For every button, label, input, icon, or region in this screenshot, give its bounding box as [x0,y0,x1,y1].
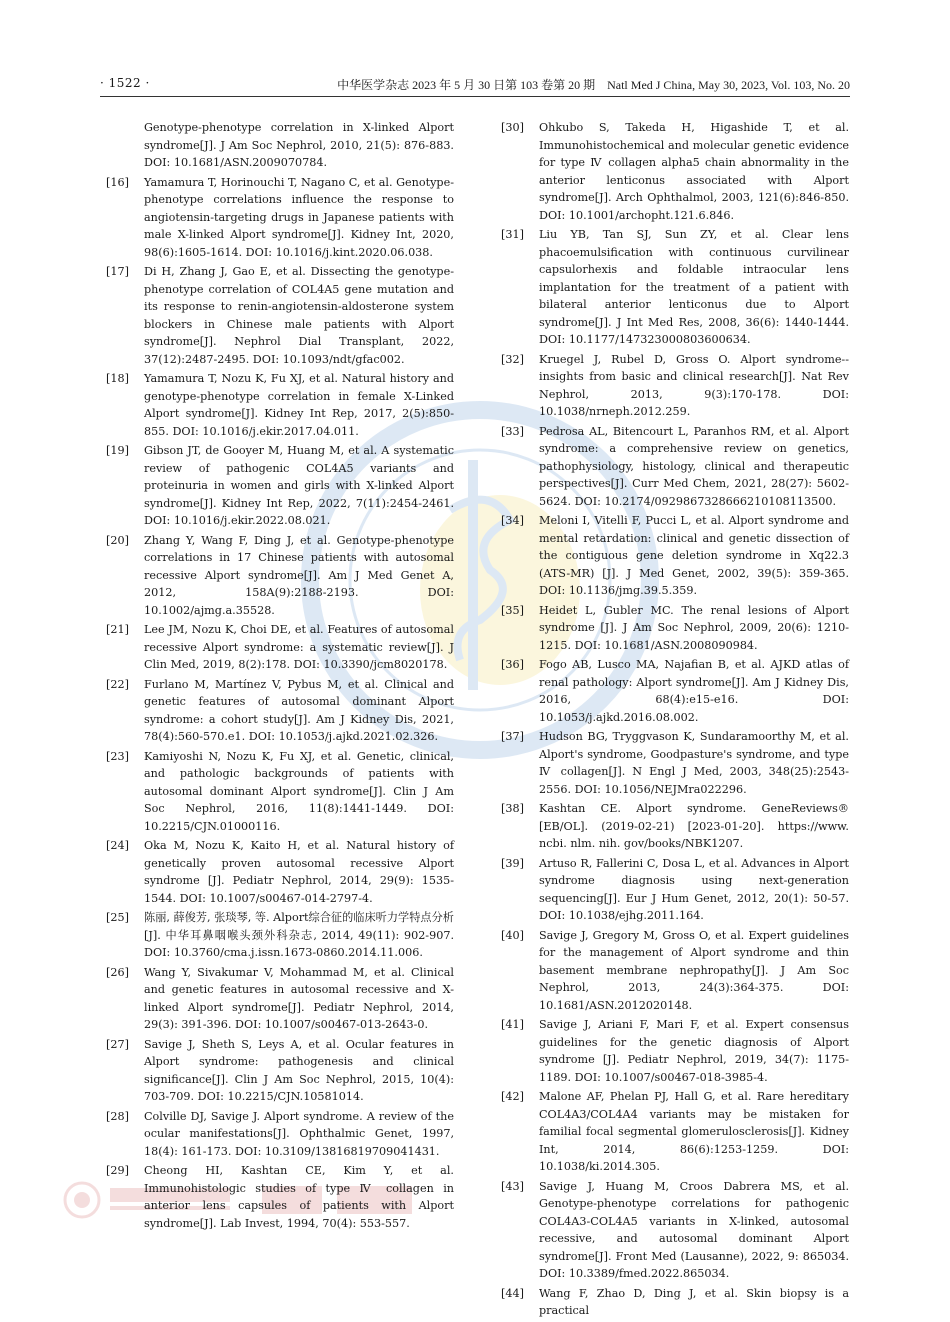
reference-entry [102,1162,454,1232]
reference-number: [32] [501,352,524,366]
reference-entry [497,423,849,511]
reference-number: [27] [106,1037,129,1051]
reference-entry [102,119,454,172]
reference-number: [42] [501,1090,524,1103]
reference-number: [19] [106,444,129,457]
reference-entry [497,927,849,1015]
reference-text: Ohkubo S, Takeda H, Higashide T, et al. Immunohistochemical and molecular genetic evidence for type Ⅳ collagen alpha5 chain abnormality in the anterior lenticonus associated with Alport syndrome[J]. Arch Ophthalmol, 2003, 121(6):846-850. DOI: 10.1001/archopht.121.6.846. [539,121,849,222]
reference-text: Yamamura T, Nozu K, Fu XJ, et al. Natural history and genotype-phenotype correlation in female X-Linked Alport syndrome[J]. Kidney Int Rep, 2017, 2(5):850-855. DOI: 10.1016/j.ekir.2017.04.011. [144,372,454,438]
reference-text: Colville DJ, Savige J. Alport syndrome. A review of the ocular manifestations[J]. Ophthalmic Genet, 1997, 18(4): 161-173. DOI: 10.3109/13816819709041431. [144,1109,454,1158]
reference-entry [102,837,454,907]
journal-citation-header: 中华医学杂志 2023 年 5 月 30 日第 103 卷第 20 期 Natl Med J China, May 30, 2023, Vol. 103, No. 20 [337,78,850,92]
reference-entry [102,676,454,746]
reference-entry [102,621,454,674]
reference-number: [16] [106,175,129,189]
reference-number: [30] [501,121,524,134]
reference-number: [33] [501,424,524,438]
reference-entry [497,800,849,853]
reference-number: [29] [106,1164,129,1177]
running-header [100,76,850,97]
reference-entry [497,226,849,349]
reference-number: [20] [106,533,129,547]
reference-text: Zhang Y, Wang F, Ding J, et al. Genotype-phenotype correlations in 17 Chinese patients with autosomal recessive Alport syndrome[J]. Am J Med Genet A, 2012, 158A(9):2188-2193. DOI: 10.1002/ajmg.a.35528. [144,533,454,617]
reference-text: Lee JM, Nozu K, Choi DE, et al. Features of autosomal recessive Alport syndrome: a systematic review[J]. J Clin Med, 2019, 8(2):178. DOI: 10.3390/jcm8020178. [144,623,454,671]
reference-number: [35] [501,603,524,617]
reference-entry [102,532,454,620]
reference-text: Kruegel J, Rubel D, Gross O. Alport syndrome--insights from basic and clinical research[J]. Nat Rev Nephrol, 2013, 9(3):170-178. DOI: 10.1038/nrneph.2012.259. [539,352,849,418]
reference-text: Heidet L, Gubler MC. The renal lesions of Alport syndrome [J]. J Am Soc Nephrol, 2009, 20(6): 1210-1215. DOI: 10.1681/ASN.2008090984. [539,603,849,652]
reference-text: Malone AF, Phelan PJ, Hall G, et al. Rare hereditary COL4A3/COL4A4 variants may be mistaken for familial focal segmental glomerulosclerosis[J]. Kidney Int, 2014, 86(6):1253-1259. DOI: 10.1038/ki.2014.305. [539,1090,849,1173]
reference-number: [23] [106,749,129,763]
reference-text: Liu YB, Tan SJ, Sun ZY, et al. Clear lens phacoemulsification with continuous curvilinear capsulorhexis and foldable intraocular lens implantation for the treatment of a patient with bilateral anterior lenticonus due to Alport syndrome[J]. J Int Med Res, 2008, 36(6): 1440-1444. DOI: 10.1177/147323000803600634. [539,228,849,346]
reference-text: Kashtan CE. Alport syndrome. GeneReviews® [EB/OL]. (2019-02-21) [2023-01-20]. https://www. ncbi. nlm. nih. gov/books/NBK1207. [539,802,849,850]
reference-text: Fogo AB, Lusco MA, Najafian B, et al. AJKD atlas of renal pathology: Alport syndrome[J]. Am J Kidney Dis, 2016, 68(4):e15-e16. DOI: 10.1053/j.ajkd.2016.08.002. [539,658,849,724]
reference-entry [497,656,849,726]
reference-entry [497,119,849,224]
reference-entry [102,964,454,1034]
reference-number: [31] [501,228,524,241]
reference-number: [38] [501,802,524,815]
reference-text: Furlano M, Martínez V, Pybus M, et al. Clinical and genetic features of autosomal dominant Alport syndrome: a cohort study[J]. Am J Kidney Dis, 2021, 78(4):560-570.e1. DOI: 10.1053/j.ajkd.2021.02.326. [144,677,454,743]
reference-number: [25] [106,911,129,924]
reference-entry [102,748,454,836]
reference-entry [497,351,849,421]
reference-entry [497,855,849,925]
reference-number: [17] [106,265,129,278]
reference-text: Savige J, Gregory M, Gross O, et al. Expert guidelines for the management of Alport syndrome and thin basement membrane nephropathy[J]. J Am Soc Nephrol, 2013, 24(3):364-375. DOI: 10.1681/ASN.2012020148. [539,928,849,1012]
reference-number: [34] [501,514,524,527]
reference-entry [102,263,454,368]
reference-number: [39] [501,856,524,870]
reference-text: Savige J, Huang M, Croos Dabrera MS, et al. Genotype-phenotype correlations for pathogenic COL4A3-COL4A5 variants in X-linked, autosomal recessive, and autosomal dominant Alport syndrome[J]. Front Med (Lausanne), 2022, 9: 865034. DOI: 10.3389/fmed.2022.865034. [539,1179,849,1280]
reference-entry [102,174,454,262]
reference-text: Oka M, Nozu K, Kaito H, et al. Natural history of genetically proven autosomal recessive Alport syndrome [J]. Pediatr Nephrol, 2014, 29(9): 1535-1544. DOI: 10.1007/s00467-014-2797-4. [144,839,454,905]
reference-text: Kamiyoshi N, Nozu K, Fu XJ, et al. Genetic, clinical, and pathologic backgrounds of patients with autosomal dominant Alport syndrome[J]. Clin J Am Soc Nephrol, 2016, 11(8):1441-1449. DOI: 10.2215/CJN.01000116. [144,749,454,833]
references-column-left [102,119,454,1234]
reference-number: [44] [501,1286,524,1300]
reference-number: [36] [501,658,524,671]
reference-number: [21] [106,623,129,636]
reference-entry [102,442,454,530]
reference-entry [102,1108,454,1161]
reference-number: [28] [106,1109,129,1123]
references-column-right [497,119,849,1322]
reference-entry [497,1088,849,1176]
reference-text: Wang Y, Sivakumar V, Mohammad M, et al. Clinical and genetic features in autosomal recessive and X-linked Alport syndrome[J]. Pediatr Nephrol, 2014, 29(3): 391-396. DOI: 10.1007/s00467-013-2643-0. [144,965,454,1031]
reference-number: [41] [501,1018,524,1031]
reference-entry [102,370,454,440]
reference-entry [497,512,849,600]
reference-text: Savige J, Sheth S, Leys A, et al. Ocular features in Alport syndrome: pathogenesis and clinical significance[J]. Clin J Am Soc Nephrol, 2015, 10(4): 703-709. DOI: 10.2215/CJN.10581014. [144,1037,454,1103]
reference-number: [37] [501,730,524,743]
reference-text: Wang F, Zhao D, Ding J, et al. Skin biopsy is a practical [539,1286,849,1317]
reference-number: [26] [106,965,129,979]
reference-entry [497,728,849,798]
reference-number: [40] [501,928,524,942]
reference-text: Cheong HI, Kashtan CE, Kim Y, et al. Immunohistologic studies of type Ⅳ collagen in anterior lens capsules of patients with Alport syndrome[J]. Lab Invest, 1994, 70(4): 553-557. [144,1164,454,1230]
reference-text: Hudson BG, Tryggvason K, Sundaramoorthy M, et al. Alport's syndrome, Goodpasture's syndrome, and type Ⅳ collagen[J]. N Engl J Med, 2003, 348(25):2543-2556. DOI: 10.1056/NEJMra022296. [539,730,849,796]
reference-text: Artuso R, Fallerini C, Dosa L, et al. Advances in Alport syndrome diagnosis using next-generation sequencing[J]. Eur J Hum Genet, 2012, 20(1): 50-57. DOI: 10.1038/ejhg.2011.164. [539,856,849,922]
reference-entry [497,1016,849,1086]
reference-number: [43] [501,1179,524,1193]
reference-number: [18] [106,372,129,385]
reference-text: Savige J, Ariani F, Mari F, et al. Expert consensus guidelines for the genetic diagnosis of Alport syndrome [J]. Pediatr Nephrol, 2019, 34(7): 1175-1189. DOI: 10.1007/s00467-018-3985-4. [539,1018,849,1084]
reference-entry [497,1178,849,1283]
reference-text: Di H, Zhang J, Gao E, et al. Dissecting the genotype-phenotype correlation of COL4A5 gene mutation and its response to renin-angiotensin-aldosterone system blockers in Chinese male patients with Alport syndrome[J]. Nephrol Dial Transplant, 2022, 37(12):2487-2495. DOI: 10.1093/ndt/gfac002. [144,265,454,366]
reference-number: [24] [106,839,129,852]
reference-number: [22] [106,677,129,691]
reference-text: Pedrosa AL, Bitencourt L, Paranhos RM, et al. Alport syndrome: a comprehensive review on genetics, pathophysiology, histology, clinical and therapeutic perspectives[J]. Curr Med Chem, 2021, 28(27): 5602-5624. DOI: 10.2174/0929867328666210108113500. [539,424,849,508]
reference-entry [102,909,454,962]
reference-entry [497,602,849,655]
page-number: · 1522 · [100,76,150,90]
reference-text: Genotype-phenotype correlation in X-linked Alport syndrome[J]. J Am Soc Nephrol, 2010, 21(5): 876-883. DOI: 10.1681/ASN.2009070784. [144,121,454,169]
reference-entry [102,1036,454,1106]
reference-text: Gibson JT, de Gooyer M, Huang M, et al. A systematic review of pathogenic COL4A5 variants and proteinuria in women and girls with X-linked Alport syndrome[J]. Kidney Int Rep, 2022, 7(11):2454-2461. DOI: 10.1016/j.ekir.2022.08.021. [144,444,454,527]
reference-text: Yamamura T, Horinouchi T, Nagano C, et al. Genotype-phenotype correlations influence the response to angiotensin-targeting drugs in Japanese patients with male X-linked Alport syndrome[J]. Kidney Int, 2020, 98(6):1605-1614. DOI: 10.1016/j.kint.2020.06.038. [144,175,454,259]
reference-text: Meloni I, Vitelli F, Pucci L, et al. Alport syndrome and mental retardation: clinical and genetic dissection of the contiguous gene deletion syndrome in Xq22.3 (ATS-MR) [J]. J Med Genet, 2002, 39(5): 359-365. DOI: 10.1136/jmg.39.5.359. [539,514,849,597]
reference-text: 陈丽, 薛俊芳, 张琰琴, 等. Alport综合征的临床听力学特点分析[J]. 中华耳鼻咽喉头颈外科杂志, 2014, 49(11): 902-907. DOI: 10.3760/cma.j.issn.1673-0860.2014.11.006. [144,911,454,959]
reference-entry [497,1285,849,1320]
